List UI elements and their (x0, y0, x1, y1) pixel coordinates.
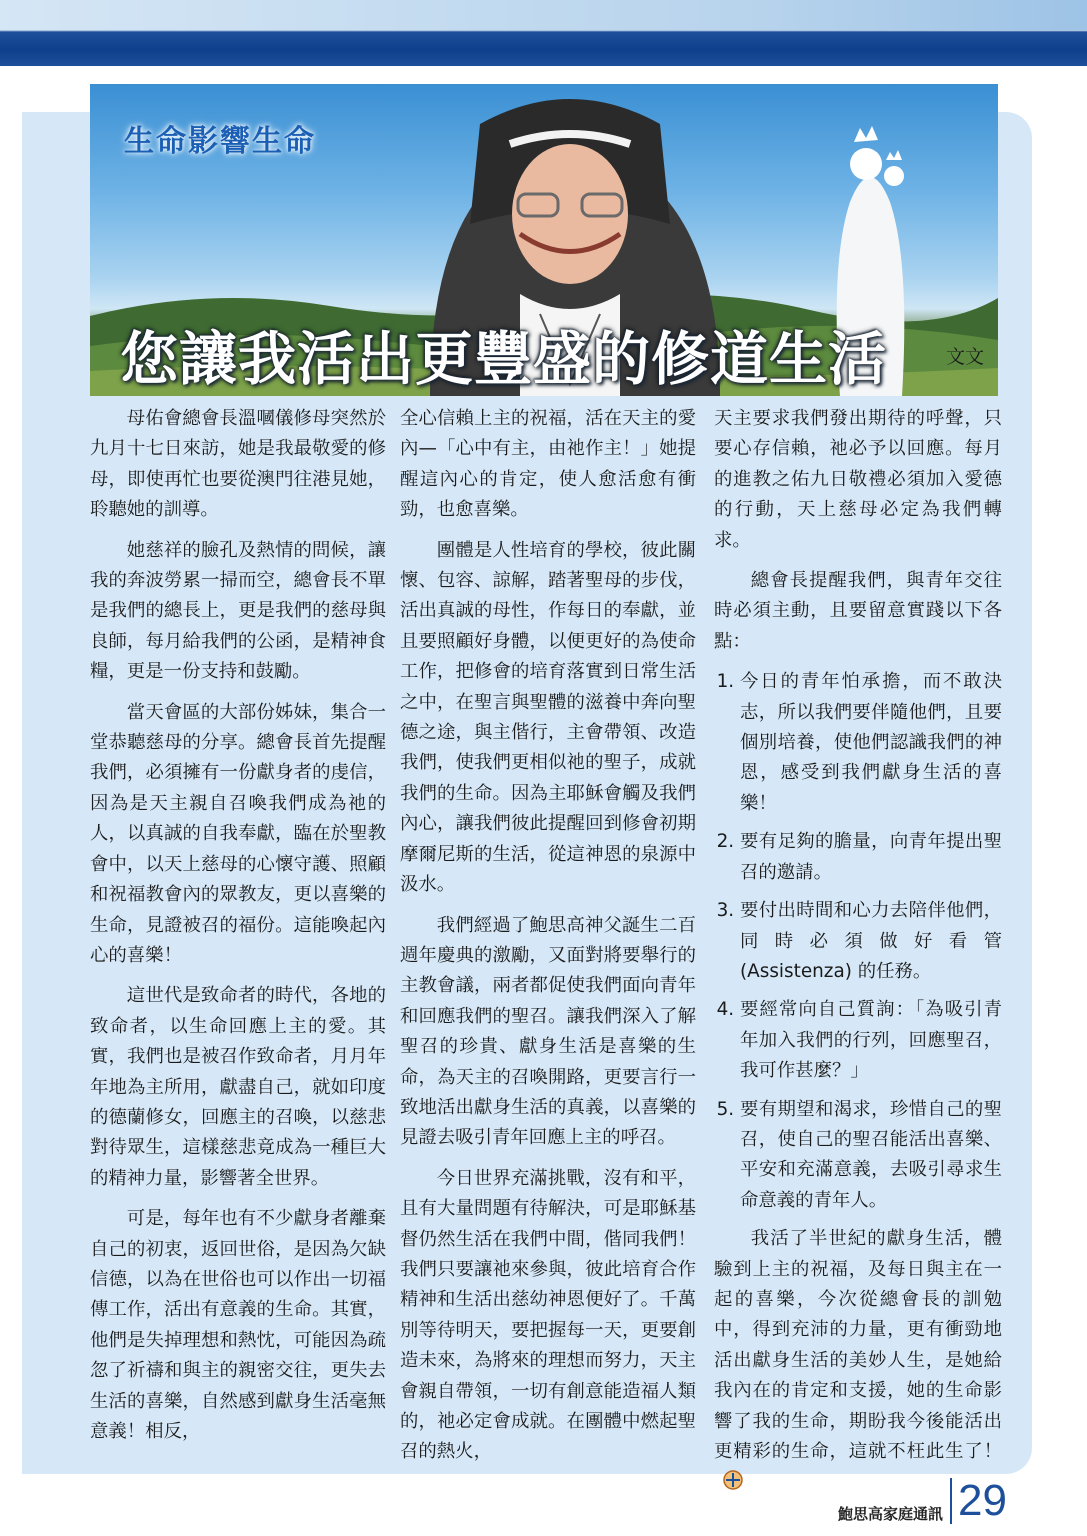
end-mark-icon (720, 1469, 746, 1491)
article-column-3 (714, 404, 1002, 1508)
section-tag: 生命影響生命 (124, 124, 316, 159)
list-item: 1. 今日的青年怕承擔，而不敢決志，所以我們要伴隨他們，且要個別培養，使他們認識我們的神恩，感受到我們獻身生活的喜樂！ (740, 667, 1002, 819)
numbered-list (714, 667, 1002, 1216)
list-item: 5. 要有期望和渴求，珍惜自己的聖召，使自己的聖召能活出喜樂、平安和充滿意義，去吸引尋求生命意義的青年人。 (740, 1095, 1002, 1217)
list-item: 3. 要付出時間和心力去陪伴他們，同時必須做好看管 (Assistenza) 的任務。 (740, 896, 1002, 987)
magazine-title: 鮑思高家庭通訊 (838, 1505, 944, 1523)
paragraph: 我們經過了鮑思高神父誕生二百週年慶典的激勵，又面對將要舉行的主教會議，兩者都促使我們面向青年和回應我們的聖召。讓我們深入了解聖召的珍貴、獻身生活是喜樂的生命，為天主的召喚開路，更要言行一致地活出獻身生活的真義，以喜樂的見證去吸引青年回應上主的呼召。 (400, 914, 696, 1149)
paragraph: 今日世界充滿挑戰，沒有和平，且有大量問題有待解決，可是耶穌基督仍然生活在我們中間，偕同我們！我們只要讓祂來參與，彼此培育合作精神和生活出慈幼神恩便好了。千萬別等待明天，要把握每一天，更要創造未來，為將來的理想而努力，天主會親自帶領，一切有創意能造福人類的，祂必定會成就。在團體中燃起聖召的熱火， (400, 1167, 696, 1463)
paragraph (714, 1224, 1002, 1498)
paragraph: 可是，每年也有不少獻身者離棄自己的初衷，返回世俗，是因為欠缺信德，以為在世俗也可以作出一切福傳工作，活出有意義的生命。其實，他們是失掉理想和熱忱，可能因為疏忽了祈禱和與主的親密交往，更失去生活的喜樂，自然感到獻身生活毫無意義！相反， (90, 1208, 386, 1442)
top-band-highlight (0, 0, 1087, 30)
article-column-2 (400, 404, 696, 1478)
paragraph: 當天會區的大部份姊妹，集合一堂恭聽慈母的分享。總會長首先提醒我們，必須擁有一份獻身者的虔信，因為是天主親自召喚我們成為祂的人，以真誠的自我奉獻，臨在於聖教會中，以天上慈母的心懷守護、照顧和祝福教會內的眾教友，更以喜樂的生命，見證被召的福份。這能喚起內心的喜樂！ (90, 701, 386, 966)
list-item: 2. 要有足夠的膽量，向青年提出聖召的邀請。 (740, 827, 1002, 888)
paragraph: 她慈祥的臉孔及熱情的問候，讓我的奔波勞累一掃而空，總會長不單是我們的總長上，更是我們的慈母與良師，每月給我們的公函，是精神食糧，更是一份支持和鼓勵。 (90, 539, 386, 683)
top-color-band (0, 0, 1087, 66)
list-item: 4. 要經常向自己質詢：「為吸引青年加入我們的行列，回應聖召，我可作甚麼？」 (740, 995, 1002, 1086)
closing-text: 我活了半世紀的獻身生活，體驗到上主的祝福，及每日與主在一起的喜樂，今次從總會長的訓勉中，得到充沛的力量，更有衝勁地活出獻身生活的美妙人生，是她給我內在的肯定和支援，她的生命影響了我的生命，期盼我今後能活出更精彩的生命，這就不枉此生了！ (714, 1228, 1002, 1462)
paragraph: 母佑會總會長溫嘓儀修母突然於九月十七日來訪，她是我最敬愛的修母，即使再忙也要從澳門往港見她，聆聽她的訓導。 (90, 408, 386, 521)
paragraph: 這世代是致命者的時代，各地的致命者，以生命回應上主的愛。其實，我們也是被召作致命者，月月年年地為主所用，獻盡自己，就如印度的德蘭修女，回應主的召喚，以慈悲對待眾生，這樣慈悲竟成為一種巨大的精神力量，影響著全世界。 (90, 985, 386, 1189)
author-byline: 文文 (946, 346, 985, 368)
paragraph: 天主要求我們發出期待的呼聲，只要心存信賴，祂必予以回應。每月的進教之佑九日敬禮必須加入愛德的行動，天上慈母必定為我們轉求。 (714, 408, 1002, 551)
paragraph: 全心信賴上主的祝福，活在天主的愛內—「心中有主，由祂作主！」她提醒這內心的肯定，使人愈活愈有衝勁，也愈喜樂。 (400, 408, 696, 521)
paragraph: 總會長提醒我們，與青年交往時必須主動，且要留意實踐以下各點： (714, 570, 1002, 652)
page-number: 29 (950, 1478, 1018, 1524)
article-headline: 您讓我活出更豐盛的修道生活 (120, 325, 888, 393)
paragraph: 團體是人性培育的學校，彼此關懷、包容、諒解，踏著聖母的步伐，活出真誠的母性，作每日的奉獻，並且要照顧好身體，以便更好的為使命工作，把修會的培育落實到日常生活之中，在聖言與聖體的滋養中奔向聖德之途，與主偕行，主會帶領、改造我們，使我們更相似祂的聖子，成就我們的生命。因為主耶穌會觸及我們內心，讓我們彼此提醒回到修會初期摩爾尼斯的生活，從這神恩的泉源中汲水。 (400, 539, 696, 896)
article-column-1 (90, 404, 386, 1457)
